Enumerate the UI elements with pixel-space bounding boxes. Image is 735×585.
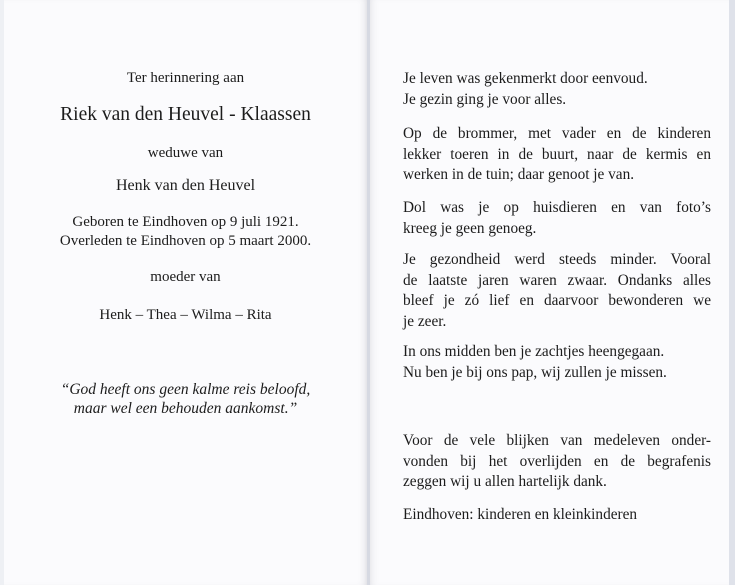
- quote-line-2: maar wel een behouden aankomst.”: [73, 400, 298, 417]
- paragraph-line: Je gezondheid werd steeds minder. Vooral: [403, 251, 711, 268]
- paragraph-line: In ons midden ben je zachtjes heengegaan.: [403, 343, 665, 360]
- memorial-paragraph-5: [403, 342, 711, 383]
- memorial-paragraph-1: [403, 69, 711, 110]
- paragraph-line: bleef je zó lief en daarvoor bewonderen we: [403, 292, 711, 309]
- paragraph-line: Nu ben je bij ons pap, wij zullen je missen.: [403, 363, 667, 381]
- intro-text: Ter herinnering aan: [126, 70, 245, 86]
- paragraph-line: werken in de tuin; daar genoot je van.: [403, 166, 635, 183]
- signature-text: Eindhoven: kinderen en kleinkinderen: [403, 506, 638, 523]
- spouse-name: Henk van den Heuvel: [115, 177, 256, 194]
- death-line: Overleden te Eindhoven op 5 maart 2000.: [59, 233, 312, 249]
- memorial-paragraph-3: [403, 198, 711, 239]
- quote-line-1: “God heeft ons geen kalme reis beloofd,: [60, 381, 311, 398]
- card-edge: [729, 0, 735, 585]
- left-card-page: [4, 0, 367, 585]
- paragraph-line: vonden bij het overlijden en de begrafenis: [403, 452, 711, 470]
- paragraph-line: Op de brommer, met vader en de kinderen: [403, 125, 711, 142]
- paragraph-line: Dol was je op huisdieren en van foto’s: [403, 199, 711, 216]
- paragraph-line: je zeer.: [403, 312, 447, 330]
- mother-of-label: moeder van: [150, 269, 221, 285]
- widow-of-label: weduwe van: [147, 145, 224, 161]
- paragraph-line: Je leven was gekenmerkt door eenvoud.: [403, 70, 648, 87]
- thanks-paragraph: [403, 431, 711, 493]
- paragraph-line: de laatste jaren waren zwaar. Ondanks alles: [403, 271, 711, 289]
- paragraph-line: Voor de vele blijken van medeleven onder-: [403, 432, 711, 449]
- paragraph-line: zeggen wij u allen hartelijk dank.: [403, 473, 607, 490]
- paragraph-line: Je gezin ging je voor alles.: [403, 90, 567, 108]
- memorial-paragraph-4: [403, 250, 711, 332]
- deceased-name: Riek van den Heuvel - Klaassen: [60, 104, 311, 125]
- paragraph-line: lekker toeren in de buurt, naar de kermis en: [403, 145, 711, 163]
- children-names: Henk – Thea – Wilma – Rita: [99, 307, 272, 323]
- right-card-page: [370, 0, 729, 585]
- memorial-paragraph-2: [403, 124, 711, 186]
- signature-line: [403, 505, 711, 526]
- paragraph-line: kreeg je geen genoeg.: [403, 219, 537, 237]
- birth-line: Geboren te Eindhoven op 9 juli 1921.: [72, 214, 299, 230]
